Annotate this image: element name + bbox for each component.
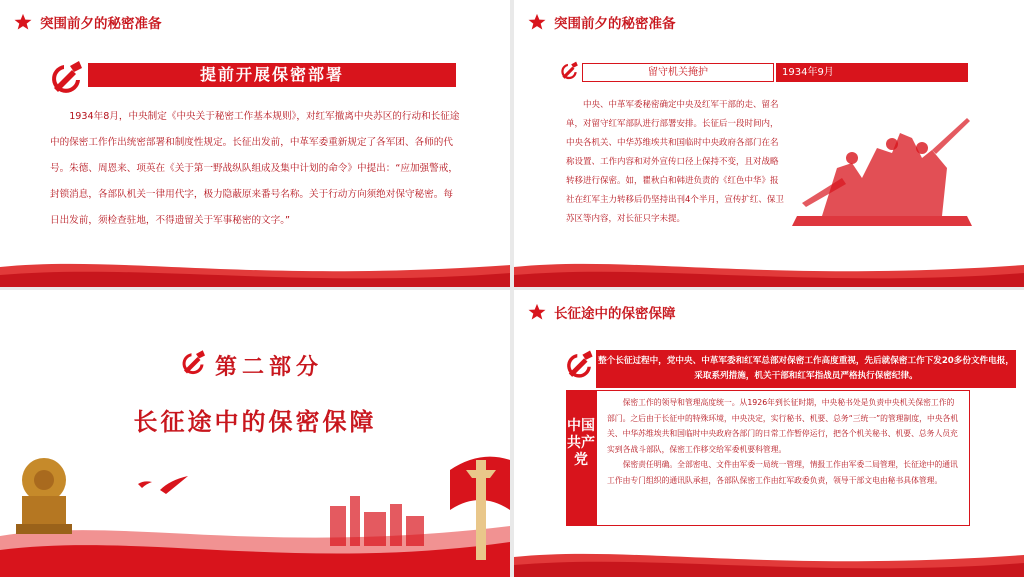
slide-3[interactable] [0,290,510,577]
date-box: 1934年9月 [776,63,968,82]
party-emblem-icon [178,348,208,378]
side-label-bar [566,390,596,526]
slide-header [528,12,676,32]
header-title: 突围前夕的秘密准备 [554,16,676,32]
slide-header [14,12,162,32]
header-title: 突围前夕的秘密准备 [40,16,162,32]
content-box [596,390,970,526]
huabiao-column-image [440,450,510,560]
summary-banner: 整个长征过程中，党中央、中革军委和红军总部对保密工作高度重视，先后就保密工作下发20多份文件电报，采取系列措施，机关干部和红军指战员严格执行保密纪律。 [596,350,1016,388]
star-icon [528,13,546,31]
label-box: 留守机关掩护 [582,63,774,82]
slide-4[interactable] [514,290,1024,577]
slide-1[interactable] [0,0,510,287]
party-emblem-icon [46,58,86,98]
red-wave-decoration [0,253,510,287]
part-title: 第二部分 [215,355,324,380]
red-wave-decoration [514,543,1024,577]
red-wave-decoration [514,253,1024,287]
stone-lion-image [8,450,80,536]
side-label-text: 中国共产党 [567,418,595,468]
slide-header [528,302,676,322]
party-emblem-icon [562,348,596,382]
body-paragraph-2: 保密责任明确。全部密电、文件由军委一局统一管理，情报工作由军委二局管理，长征途中的通讯工作由专门组织的通讯队承担，各部队保密工作由红军政委负责，领导干部文电由秘书具体管理。 [607,460,958,485]
header-title: 长征途中的保密保障 [554,306,676,322]
star-icon [14,13,32,31]
section-banner: 提前开展保密部署 [88,63,456,87]
party-emblem-icon [558,60,580,82]
body-paragraph: 1934年8月，中央制定《中央关于秘密工作基本规则》，对红军撤离中央苏区的行动和长征途中的保密工作作出统密部署和制度性规定。长征出发前，中革军委重新规定了各军团、各师的代号。朱德、周恩来、项英在《关于第一野战纵队组成及集中计划的命令》中提出：“应加强警戒，封锁消息，各部队机关一律用代字，极力隐蔽原来番号名称。关于行动方向须绝对保守秘密。每日出发前，须检查驻地，不得遗留关于军事秘密的文字。” [50,111,460,226]
body-paragraph: 中央、中革军委秘密确定中央及红军干部的走、留名单，对留守红军部队进行部署安排。长征后一段时间内，中央各机关、中华苏维埃共和国临时中央政府各部门在名称设置、工作内容和对外宣传口径上保持不变，且对战略转移进行保密。如，瞿秋白和韩进负责的《红色中华》报社在红军主力转移后仍坚持出刊4个半月，宣传扩红、保卫苏区等内容，对长征只字未提。 [566,100,784,224]
part-subtitle: 长征途中的保密保障 [133,408,377,436]
body-paragraph-1: 保密工作的领导和管理高度统一。从1926年到长征时期，中央秘书处是负责中央机关保密工作的部门。之后由于长征中的特殊环境，中央决定，实行秘书、机要、总务“三统一”的管理制度，中央各机关、中华苏维埃共和国临时中央政府各部门的日常工作暂停运行，把各个机关秘书、机要、总务人员充实到各战斗部队，保密工作移交给军委机要科管理。 [607,398,959,454]
slide-2[interactable] [514,0,1024,287]
soldiers-statue-image [782,108,982,230]
star-icon [528,303,546,321]
